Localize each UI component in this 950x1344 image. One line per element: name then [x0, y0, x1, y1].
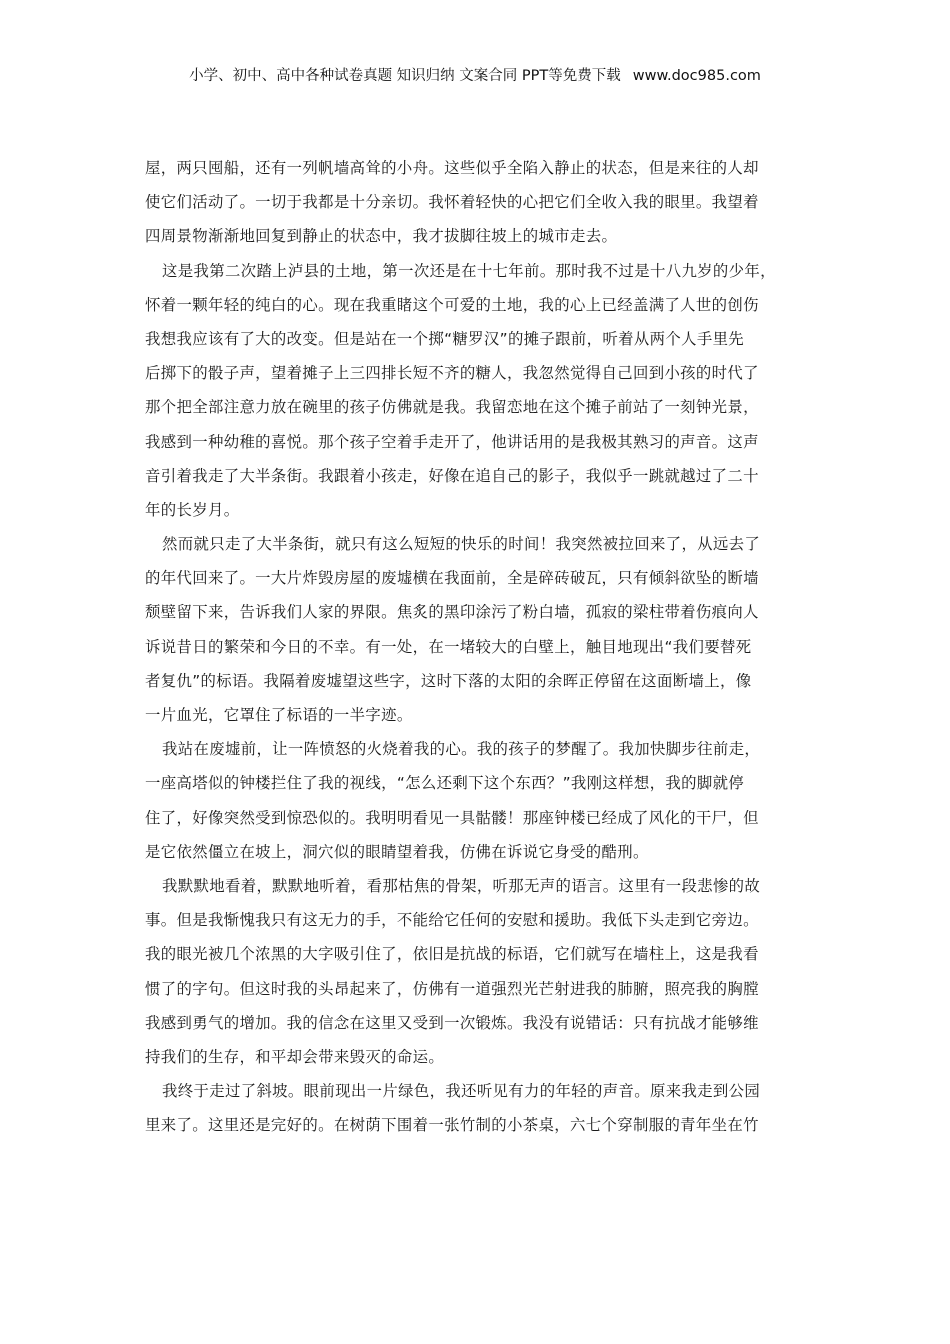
text-line: 我感到勇气的增加。我的信念在这里又受到一次锻炼。我没有说错话：只有抗战才能够维 [145, 1013, 759, 1032]
page-header [0, 66, 950, 86]
text-line: 一片血光，它罩住了标语的一半字迹。 [145, 706, 413, 724]
text-line: 我的眼光被几个浓黑的大字吸引住了，依旧是抗战的标语，它们就写在墙柱上，这是我看 [145, 945, 759, 964]
text-line: 持我们的生存，和平却会带来毁灭的命运。 [145, 1047, 445, 1066]
text-line: 是它依然僵立在坡上，洞穴似的眼睛望着我，仿佛在诉说它身受的酷刑。 [145, 842, 649, 861]
text-line: 我终于走过了斜坡。眼前现出一片绿色，我还听见有力的年轻的声音。原来我走到公园 [162, 1082, 761, 1101]
text-line: 四周景物渐渐地回复到静止的状态中，我才拔脚往坡上的城市走去。 [145, 227, 618, 246]
text-line: 一座高塔似的钟楼拦住了我的视线，“怎么还剩下这个东西？”我刚这样想，我的脚就停 [145, 774, 745, 793]
text-line: 事。但是我惭愧我只有这无力的手，不能给它任何的安慰和援助。我低下头走到它旁边。 [145, 911, 759, 930]
text-line: 年的长岁月。 [145, 500, 240, 519]
header-title: 小学、初中、高中各种试卷真题 知识归纳 文案合同 PPT等免费下载 [189, 68, 621, 84]
text-line: 后掷下的骰子声，望着摊子上三四排长短不齐的糖人，我忽然觉得自己回到小孩的时代了 [145, 364, 759, 383]
text-line: 然而就只走了大半条街，就只有这么短短的快乐的时间！我突然被拉回来了，从远去了 [162, 535, 761, 554]
text-line: 我想我应该有了大的改变。但是站在一个掷“糖罗汉”的摊子跟前，听着从两个人手里先 [145, 329, 745, 348]
text-line: 我默默地看着，默默地听着，看那枯焦的骨架，听那无声的语言。这里有一段悲惨的故 [162, 876, 761, 895]
text-line: 这是我第二次踏上泸县的土地，第一次还是在十七年前。那时我不过是十八九岁的少年， [162, 261, 776, 280]
text-line: 使它们活动了。一切于我都是十分亲切。我怀着轻快的心把它们全收入我的眼里。我望着 [145, 193, 759, 212]
text-line: 诉说昔日的繁荣和今日的不幸。有一处，在一堵较大的白壁上，触目地现出“我们要替死 [145, 637, 752, 656]
text-line: 屋，两只囤船，还有一列帆墙高耸的小舟。这些似乎全陷入静止的状态，但是来往的人却 [145, 159, 759, 177]
text-line: 那个把全部注意力放在碗里的孩子仿佛就是我。我留恋地在这个摊子前站了一刻钟光景， [145, 398, 759, 417]
text-line: 我感到一种幼稚的喜悦。那个孩子空着手走开了，他讲话用的是我极其熟习的声音。这声 [145, 432, 759, 451]
text-line: 住了，好像突然受到惊恐似的。我明明看见一具骷髅！那座钟楼已经成了风化的干尸，但 [145, 808, 759, 827]
text-line: 里来了。这里还是完好的。在树荫下围着一张竹制的小茶桌，六七个穿制服的青年坐在竹 [145, 1116, 759, 1135]
text-line: 的年代回来了。一大片炸毁房屋的废墟横在我面前，全是碎砖破瓦，只有倾斜欲坠的断墙 [145, 569, 759, 588]
text-line: 怀着一颗年轻的纯白的心。现在我重睹这个可爱的土地，我的心上已经盖满了人世的创伤 [145, 295, 759, 314]
text-line: 惯了的字句。但这时我的头昂起来了，仿佛有一道强烈光芒射进我的肺腑，照亮我的胸膛 [145, 979, 759, 998]
text-line: 我站在废墟前，让一阵愤怒的火烧着我的心。我的孩子的梦醒了。我加快脚步往前走， [162, 740, 761, 759]
text-line: 音引着我走了大半条街。我跟着小孩走，好像在追自己的影子，我似乎一跳就越过了二十 [145, 466, 759, 485]
text-line: 颓壁留下来，告诉我们人家的界限。焦炙的黑印涂污了粉白墙，孤寂的梁柱带着伤痕向人 [145, 603, 759, 622]
header-site-url: www.doc985.com [632, 68, 761, 84]
body-text [145, 151, 810, 1142]
text-line: 者复仇”的标语。我隔着废墟望这些字，这时下落的太阳的余晖正停留在这面断墙上，像 [145, 671, 752, 690]
